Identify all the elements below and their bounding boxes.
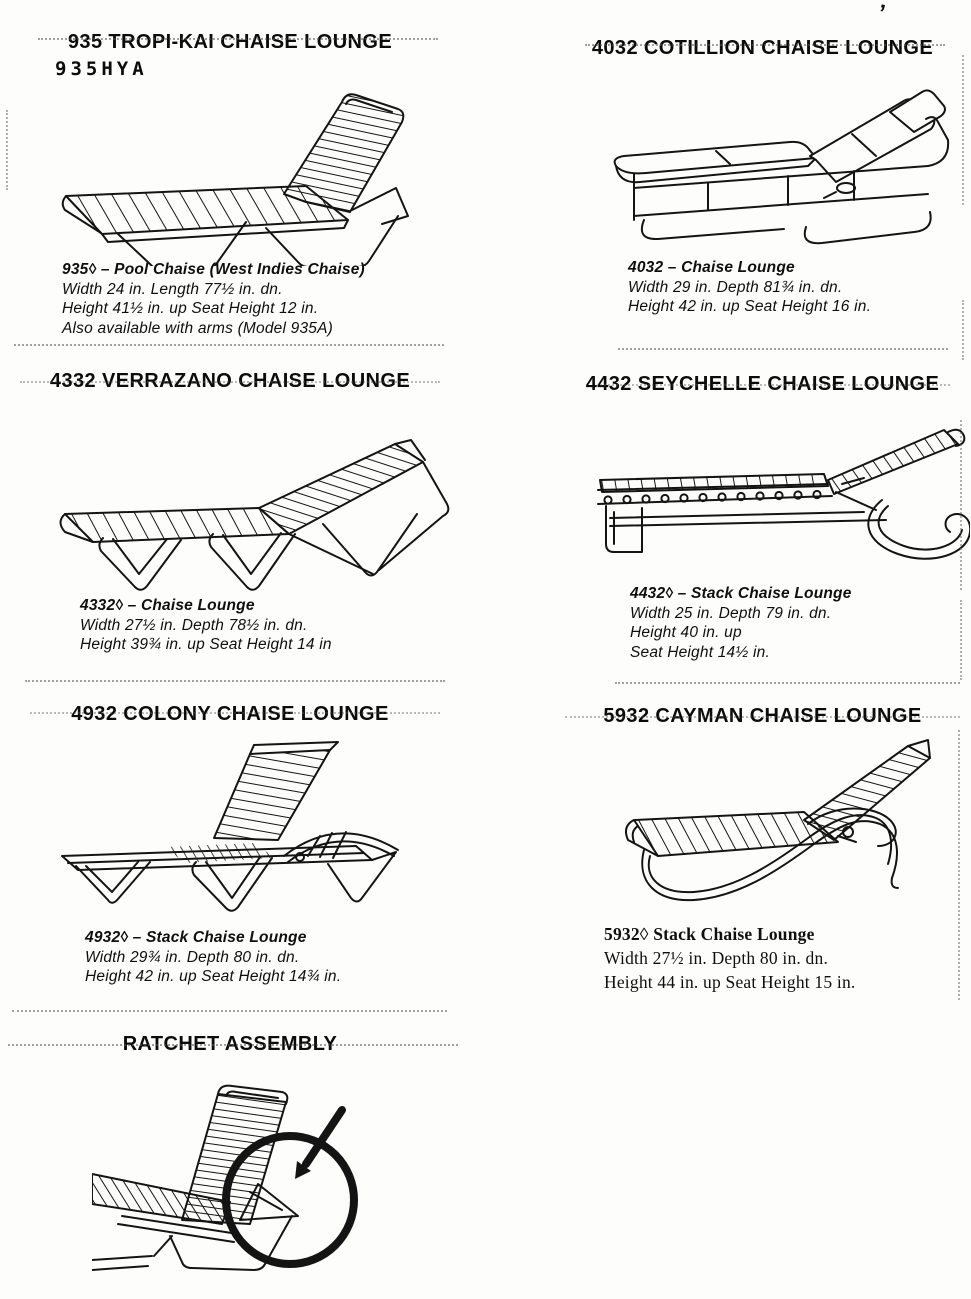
caption-heading: 935◊ – Pool Chaise (West Indies Chaise)	[62, 261, 365, 278]
scan-dotted-line	[25, 680, 445, 682]
scan-dotted-edge	[962, 300, 964, 360]
spec-line: Height 42 in. up Seat Height 16 in.	[628, 298, 872, 315]
scan-dotted-edge	[6, 110, 8, 190]
chaise-4932-drawing	[48, 730, 448, 922]
spec-line: Height 40 in. up	[630, 624, 742, 641]
scan-artifact-mark: ’	[875, 0, 888, 28]
caption-935	[62, 260, 365, 338]
caption-heading: 5932◊ Stack Chaise Lounge	[604, 924, 815, 944]
spec-line: Width 25 in. Depth 79 in. dn.	[630, 604, 832, 622]
scan-dotted-edge	[958, 730, 960, 1000]
spec-line: Width 24 in. Length 77½ in. dn.	[62, 280, 283, 298]
spec-line: Width 27½ in. Depth 80 in. dn.	[604, 948, 829, 968]
section-title-4932: 4932 COLONY CHAISE LOUNGE	[71, 702, 389, 725]
caption-4332	[80, 596, 332, 655]
spec-line: Width 29 in. Depth 81¾ in. dn.	[628, 278, 843, 296]
scan-dotted-line	[585, 44, 945, 46]
caption-5932	[604, 922, 856, 994]
section-title-4432: 4432 SEYCHELLE CHAISE LOUNGE	[585, 372, 940, 395]
caption-heading: 4032 – Chaise Lounge	[628, 259, 795, 276]
section-title-ratchet-assembly: RATCHET ASSEMBLY	[122, 1032, 338, 1055]
spec-line: Height 39¾ in. up Seat Height 14 in	[80, 636, 332, 653]
scan-dotted-line	[618, 348, 948, 350]
scan-dotted-line	[615, 682, 960, 684]
spec-line: Width 29¾ in. Depth 80 in. dn.	[85, 948, 300, 966]
scan-dotted-edge	[960, 600, 962, 680]
chaise-4432-drawing	[578, 424, 970, 580]
scan-dotted-edge	[960, 420, 962, 590]
spec-line: Also available with arms (Model 935A)	[62, 319, 334, 337]
caption-4032	[628, 258, 871, 317]
scan-dotted-line	[30, 712, 440, 714]
scan-dotted-line	[14, 344, 444, 346]
section-title-935: 935 TROPI-KAI CHAISE LOUNGE	[67, 30, 393, 53]
scan-dotted-edge	[962, 55, 964, 205]
scan-dotted-line	[565, 716, 960, 718]
scan-dotted-line	[12, 1010, 447, 1012]
chaise-4332-drawing	[55, 424, 455, 594]
ratchet-assembly-drawing	[92, 1064, 432, 1298]
caption-heading: 4332◊ – Chaise Lounge	[80, 597, 255, 614]
section-title-5932: 5932 CAYMAN CHAISE LOUNGE	[603, 704, 922, 727]
chaise-5932-drawing	[588, 726, 968, 924]
chaise-4032-drawing	[596, 72, 966, 254]
caption-heading: 4432◊ – Stack Chaise Lounge	[630, 585, 852, 602]
scan-dotted-line	[600, 384, 950, 386]
caption-4932	[85, 928, 341, 987]
section-title-4032: 4032 COTILLION CHAISE LOUNGE	[591, 36, 934, 59]
scan-dotted-line	[38, 38, 438, 40]
caption-4432	[630, 584, 852, 662]
chaise-935-drawing	[60, 76, 460, 266]
spec-line: Seat Height 14½ in.	[630, 643, 770, 661]
section-title-4332: 4332 VERRAZANO CHAISE LOUNGE	[49, 369, 411, 392]
spec-line: Height 42 in. up Seat Height 14¾ in.	[85, 968, 342, 985]
spec-line: Height 41½ in. up Seat Height 12 in.	[62, 300, 319, 317]
spec-line: Height 44 in. up Seat Height 15 in.	[604, 972, 856, 992]
model-code-935hya: 935HYA	[55, 58, 148, 80]
caption-heading: 4932◊ – Stack Chaise Lounge	[85, 929, 307, 946]
scan-dotted-line	[8, 1044, 458, 1046]
scan-dotted-line	[20, 381, 440, 383]
spec-line: Width 27½ in. Depth 78½ in. dn.	[80, 616, 308, 634]
